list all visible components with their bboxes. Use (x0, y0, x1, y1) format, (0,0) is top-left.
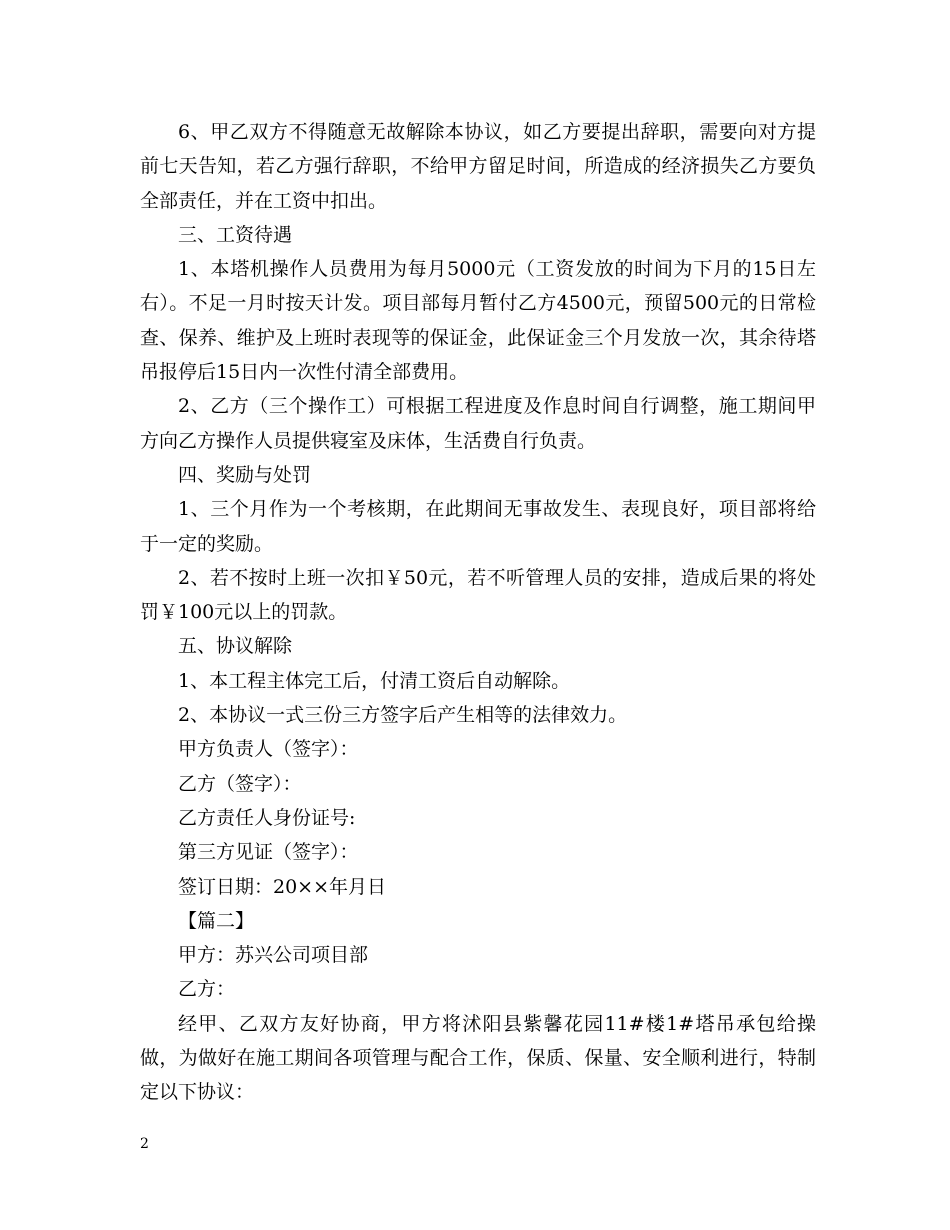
signature-party-b: 乙方（签字）： (178, 772, 302, 795)
signature-witness: 第三方见证（签字）： (178, 841, 359, 864)
paragraph-termination-1: 1、本工程主体完工后，付清工资后自动解除。 (178, 669, 571, 692)
section-heading-wages: 三、工资待遇 (178, 223, 293, 246)
paragraph-rewards-1: 1、三个月作为一个考核期，在此期间无事故发生、表现良好，项目部将给于一定的奖励。 (140, 498, 816, 555)
paragraph-termination-2: 2、本协议一式三份三方签字后产生相等的法律效力。 (178, 704, 628, 727)
paragraph-clause-6: 6、甲乙双方不得随意无故解除本协议，如乙方要提出辞职，需要向对方提前七天告知，若乙方强行辞职，不给甲方留足时间，所造成的经济损失乙方要负全部责任，并在工资中扣出。 (140, 121, 816, 212)
section-heading-termination: 五、协议解除 (178, 635, 293, 658)
paragraph-agreement-intro: 经甲、乙双方友好协商，甲方将沭阳县紫馨花园11#楼1#塔吊承包给操做，为做好在施工期间各项管理与配合工作，保质、保量、安全顺利进行，特制定以下协议： (140, 1012, 816, 1104)
party-b-id-number: 乙方责任人身份证号: (178, 806, 356, 829)
page-number: 2 (140, 1136, 149, 1152)
document-body (140, 115, 816, 1110)
paragraph-rewards-2: 2、若不按时上班一次扣￥50元，若不听管理人员的安排，造成后果的将处罚￥100元以上的罚款。 (140, 566, 816, 624)
signature-party-a: 甲方负责人（签字）： (178, 738, 359, 761)
paragraph-wages-2: 2、乙方（三个操作工）可根据工程进度及作息时间自行调整，施工期间甲方向乙方操作人员提供寝室及床体，生活费自行负责。 (140, 395, 816, 452)
party-b-name: 乙方： (178, 978, 236, 1001)
part-two-heading: 【篇二】 (178, 909, 255, 932)
section-heading-rewards: 四、奖励与处罚 (178, 463, 312, 486)
signing-date: 签订日期：20××年月日 (178, 875, 387, 898)
party-a-name: 甲方：苏兴公司项目部 (178, 944, 369, 967)
paragraph-wages-1: 1、本塔机操作人员费用为每月5000元（工资发放的时间为下月的15日左右）。不足一月时按天计发。项目部每月暂付乙方4500元，预留500元的日常检查、保养、维护及上班时表现等的保证金，此保证金三个月发放一次，其余待塔吊报停后15日内一次性付清全部费用。 (140, 258, 816, 384)
